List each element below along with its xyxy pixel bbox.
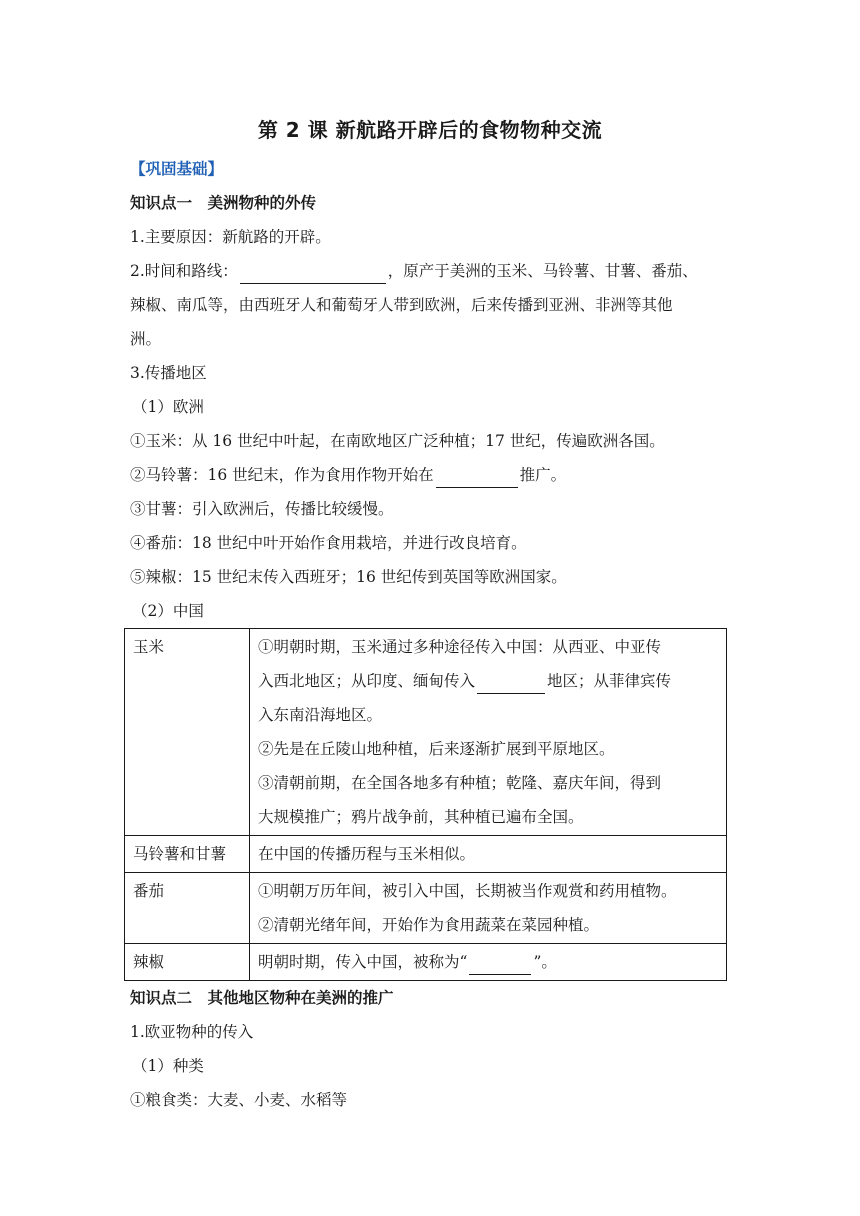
cell-line: ①明朝万历年间，被引入中国，长期被当作观赏和药用植物。 xyxy=(258,882,677,900)
text-line: 1.欧亚物种的传入 xyxy=(130,1023,254,1041)
text-fragment: ”。 xyxy=(533,953,557,971)
text-fragment: 2.时间和路线： xyxy=(130,262,238,280)
table-value-cell xyxy=(250,836,727,873)
table-key-cell: 玉米 xyxy=(125,629,250,836)
table-row xyxy=(125,629,727,836)
cell-line: 大规模推广；鸦片战争前，其种植已遍布全国。 xyxy=(258,808,584,826)
table-value-cell xyxy=(250,873,727,944)
fill-blank[interactable] xyxy=(477,671,545,694)
text-line: ①玉米：从 16 世纪中叶起，在南欧地区广泛种植；17 世纪，传遍欧洲各国。 xyxy=(130,432,665,450)
text-fragment: 明朝时期，传入中国，被称为“ xyxy=(258,953,468,971)
text-line: 辣椒、南瓜等，由西班牙人和葡萄牙人带到欧洲，后来传播到亚洲、非洲等其他 xyxy=(130,296,673,314)
cell-line: ②清朝光绪年间，开始作为食用蔬菜在菜园种植。 xyxy=(258,916,600,934)
cell-line: 入东南沿海地区。 xyxy=(258,706,383,724)
table-value-cell xyxy=(250,629,727,836)
text-line: ⑤辣椒：15 世纪末传入西班牙；16 世纪传到英国等欧洲国家。 xyxy=(130,568,567,586)
cell-line: 在中国的传播历程与玉米相似。 xyxy=(258,845,476,863)
text-line xyxy=(130,254,730,288)
fill-blank[interactable] xyxy=(436,465,518,488)
text-line: 1.主要原因：新航路的开辟。 xyxy=(130,228,331,246)
table-row xyxy=(125,836,727,873)
text-line: ①粮食类：大麦、小麦、水稻等 xyxy=(130,1091,348,1109)
cell-line: ③清朝前期，在全国各地多有种植；乾隆、嘉庆年间，得到 xyxy=(258,774,662,792)
text-fragment: ，原产于美洲的玉米、马铃薯、甘薯、番茄、 xyxy=(387,262,698,280)
text-line: 洲。 xyxy=(130,330,162,348)
cell-line xyxy=(258,945,718,979)
text-fragment: 入西北地区；从印度、缅甸传入 xyxy=(258,672,476,690)
text-line xyxy=(130,458,730,492)
text-line: ③甘薯：引入欧洲后，传播比较缓慢。 xyxy=(130,500,394,518)
section-header: 【巩固基础】 xyxy=(130,160,224,178)
cell-line: ①明朝时期，玉米通过多种途径传入中国：从西亚、中亚传 xyxy=(258,638,662,656)
knowledge-point-2-heading: 知识点二 其他地区物种在美洲的推广 xyxy=(130,989,394,1007)
subsection-label: （1）欧洲 xyxy=(132,398,204,416)
document-body xyxy=(130,152,730,1117)
table-key-cell: 番茄 xyxy=(125,873,250,944)
fill-blank[interactable] xyxy=(240,261,386,284)
species-table xyxy=(124,628,727,981)
table-row xyxy=(125,873,727,944)
text-fragment: ②马铃薯：16 世纪末，作为食用作物开始在 xyxy=(130,466,434,484)
table-key-cell: 辣椒 xyxy=(125,944,250,981)
text-fragment: 推广。 xyxy=(519,466,567,484)
table-key-cell: 马铃薯和甘薯 xyxy=(125,836,250,873)
subsection-label: （1）种类 xyxy=(132,1057,204,1075)
text-fragment: 地区；从菲律宾传 xyxy=(547,672,672,690)
cell-line xyxy=(258,664,718,698)
fill-blank[interactable] xyxy=(469,952,531,975)
knowledge-point-1-heading: 知识点一 美洲物种的外传 xyxy=(130,194,317,212)
page-title: 第 2 课 新航路开辟后的食物物种交流 xyxy=(257,118,603,142)
text-line: ④番茄：18 世纪中叶开始作食用栽培，并进行改良培育。 xyxy=(130,534,527,552)
subsection-label: （2）中国 xyxy=(132,602,204,620)
text-line: 3.传播地区 xyxy=(130,364,207,382)
table-row xyxy=(125,944,727,981)
table-value-cell xyxy=(250,944,727,981)
cell-line: ②先是在丘陵山地种植，后来逐渐扩展到平原地区。 xyxy=(258,740,615,758)
